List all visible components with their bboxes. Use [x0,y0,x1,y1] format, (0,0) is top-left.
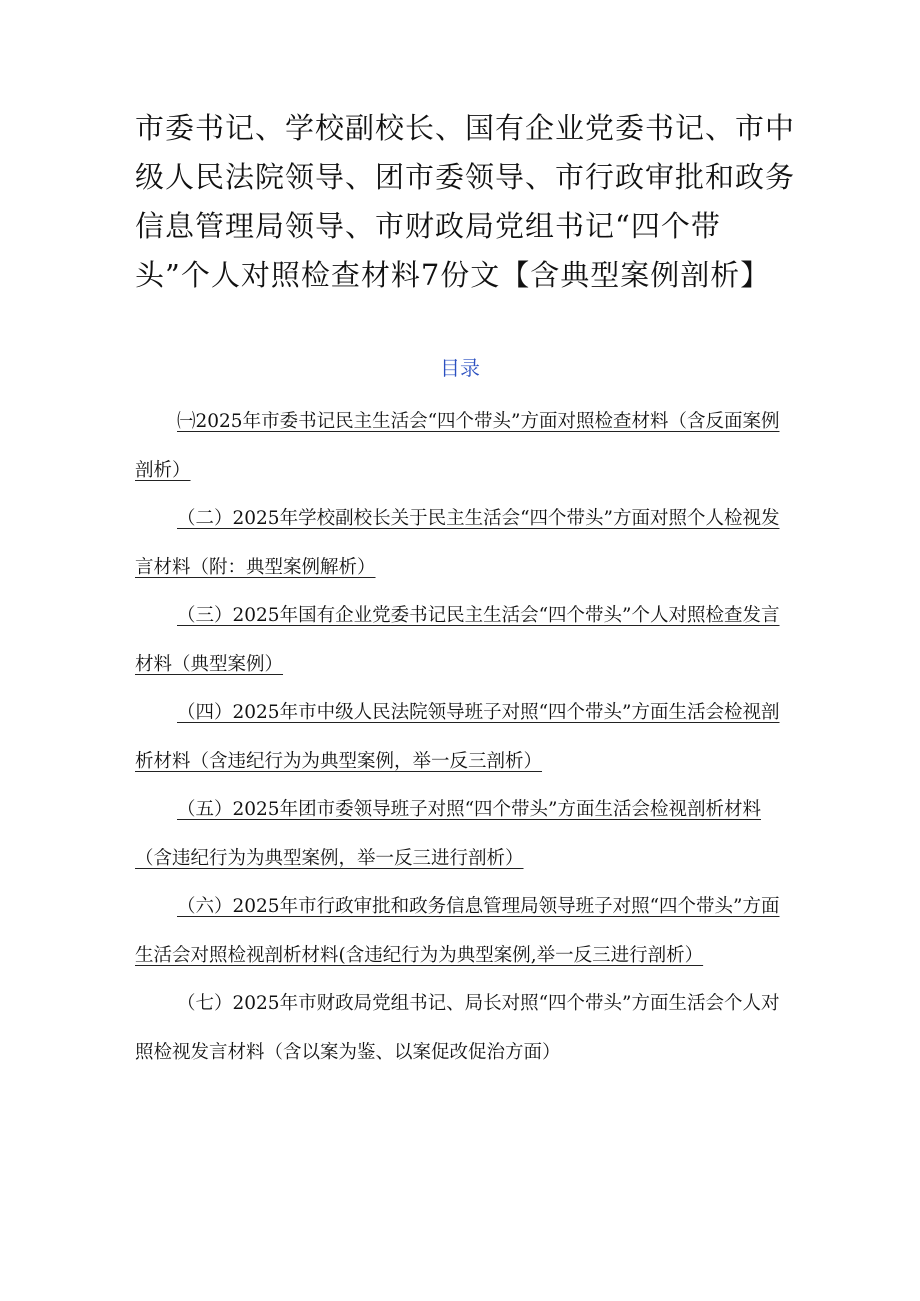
toc-entry-5-link[interactable]: （五）2025年团市委领导班子对照“四个带头”方面生活会检视剖析材料（含违纪行为为典型案例，举一反三进行剖析） [135,799,761,869]
toc-entry-6-link[interactable]: （六）2025年市行政审批和政务信息管理局领导班子对照“四个带头”方面生活会对照检视剖析材料(含违纪行为为典型案例,举一反三进行剖析） [135,896,780,966]
toc-entry-3-link[interactable]: （三）2025年国有企业党委书记民主生活会“四个带头”个人对照检查发言材料（典型案例） [135,605,780,675]
toc-entry-2[interactable] [135,494,790,592]
toc-entry-4-link[interactable]: （四）2025年市中级人民法院领导班子对照“四个带头”方面生活会检视剖析材料（含违纪行为为典型案例，举一反三剖析） [135,702,780,772]
toc-heading[interactable]: 目录 [440,356,480,380]
toc-entry-1-link[interactable]: ㈠2025年市委书记民主生活会“四个带头”方面对照检查材料（含反面案例剖析） [135,411,780,481]
toc-entry-2-link[interactable]: （二）2025年学校副校长关于民主生活会“四个带头”方面对照个人检视发言材料（附：典型案例解析） [135,508,780,578]
toc-entry-4[interactable] [135,688,790,786]
toc-entry-3[interactable] [135,591,790,689]
document-title: 市委书记、学校副校长、国有企业党委书记、市中级人民法院领导、团市委领导、市行政审批和政务信息管理局领导、市财政局党组书记“四个带头”个人对照检查材料7份文【含典型案例剖析】 [135,111,796,292]
toc-entry-7-link[interactable]: （七）2025年市财政局党组书记、局长对照“四个带头”方面生活会个人对照检视发言材料（含以案为鉴、以案促改促治方面） [135,993,780,1063]
toc-entry-7[interactable] [135,979,790,1077]
toc-entry-1[interactable] [135,397,790,495]
toc-entry-6[interactable] [135,882,790,980]
toc-entry-5[interactable] [135,785,790,883]
